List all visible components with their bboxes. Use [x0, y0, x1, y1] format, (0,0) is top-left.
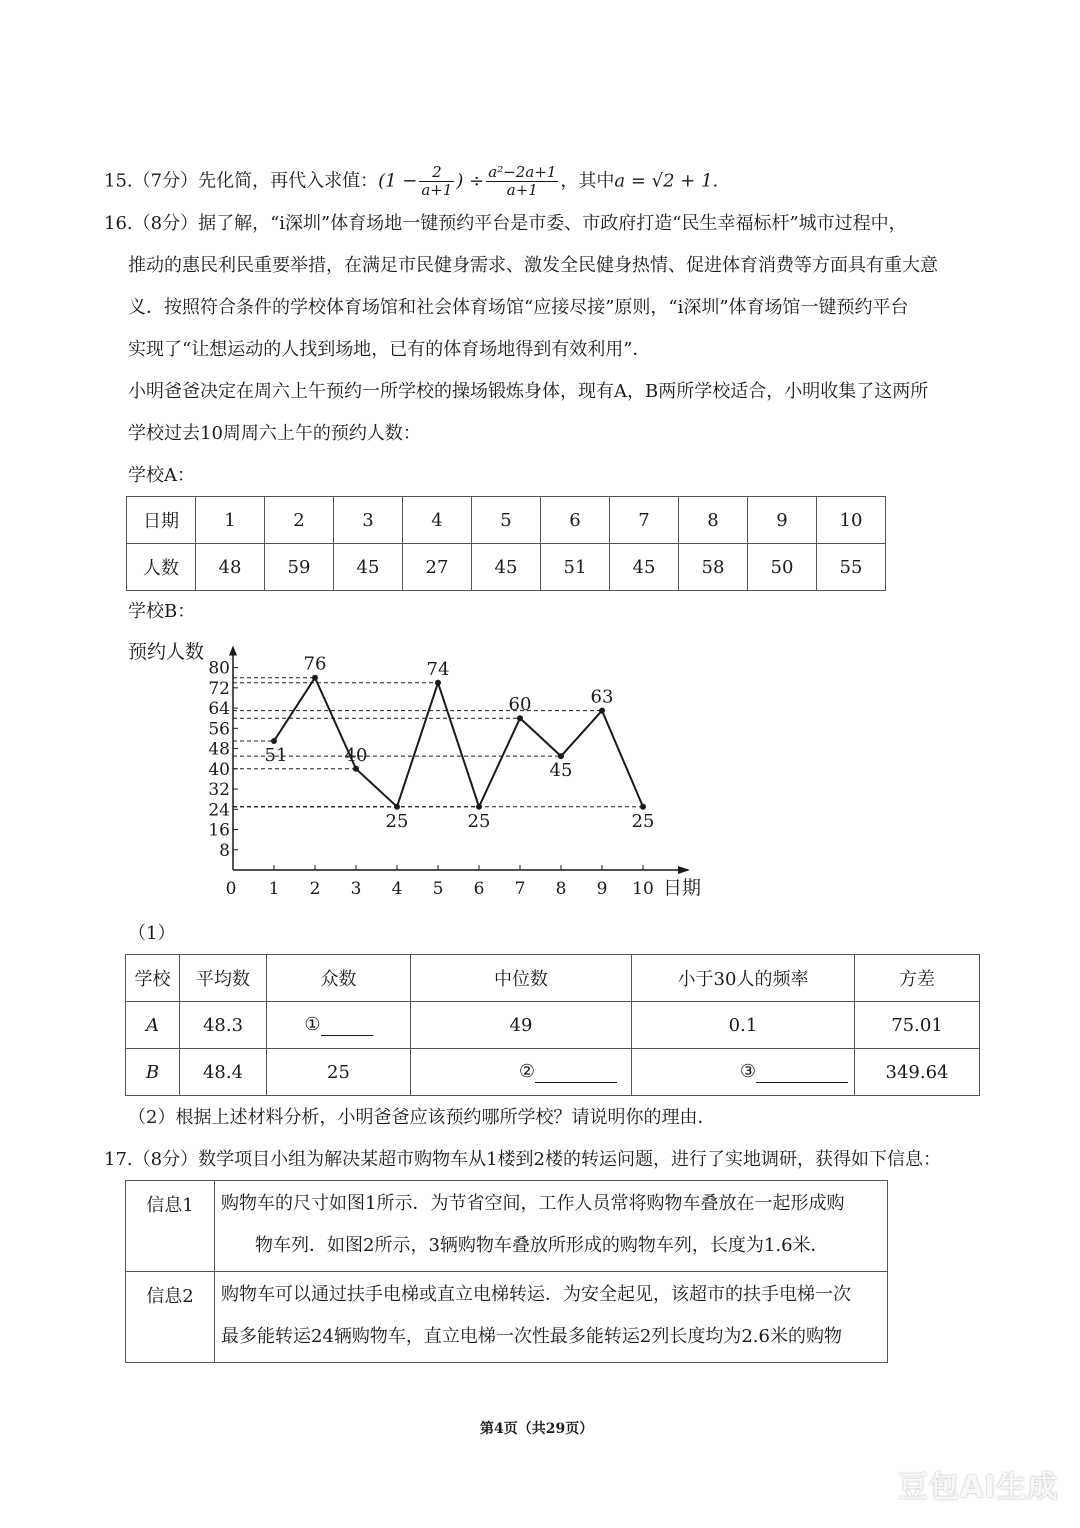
chart-x-tick-label: 1	[268, 879, 280, 899]
chart-data-point	[599, 708, 605, 714]
chart-data-label: 40	[344, 744, 368, 766]
page-footer: 第4页（共29页）	[480, 1421, 594, 1437]
q15-condition: a = √2 + 1.	[614, 170, 719, 192]
chart-data-label: 45	[549, 760, 573, 782]
table-a-date: 7	[610, 497, 679, 544]
stats-a-freq: 0.1	[632, 1002, 855, 1049]
q15-expr-suffix: ，其中	[560, 170, 615, 192]
q15-fraction-2	[486, 164, 558, 199]
stats-row-a	[126, 1002, 980, 1049]
table-a-count: 45	[610, 544, 679, 591]
chart-x-tick-label: 4	[391, 879, 403, 899]
stats-a-mode-cell	[267, 1002, 411, 1049]
table-a-date: 5	[472, 497, 541, 544]
table-a-count: 51	[541, 544, 610, 591]
chart-y-tick-label: 40	[208, 759, 230, 780]
q15-fraction-1	[419, 164, 454, 199]
table-a-count: 58	[679, 544, 748, 591]
table-a-count: 45	[472, 544, 541, 591]
chart-y-tick-label: 24	[208, 800, 230, 821]
q15-frac1-den: a+1	[421, 181, 453, 199]
table-a-date: 1	[196, 497, 265, 544]
info-2-line-2: 最多能转运24辆购物车，直立电梯一次性最多能转运2列长度均为2.6米的购物	[221, 1326, 842, 1347]
chart-data-point	[394, 804, 400, 810]
stats-header-freq: 小于30人的频率	[632, 955, 855, 1002]
chart-y-axis-arrow	[229, 645, 237, 655]
chart-x-tick-label: 8	[555, 879, 567, 899]
chart-x-tick-label: 0	[225, 879, 237, 899]
chart-data-point	[476, 804, 482, 810]
part1-label: （1）	[128, 923, 176, 944]
answer-blank-2[interactable]	[535, 1061, 617, 1083]
q16-line-3: 义．按照符合条件的学校体育场馆和社会体育场馆“应接尽接”原则，“i深圳”体育场馆一键预约平台	[128, 297, 909, 318]
chart-data-label: 60	[508, 694, 532, 716]
stats-a-median: 49	[411, 1002, 632, 1049]
chart-x-tick-label: 9	[596, 879, 608, 899]
table-a-count-row	[127, 544, 886, 591]
info-2-content	[215, 1272, 888, 1363]
chart-y-tick-label: 64	[208, 699, 230, 720]
stats-header-median: 中位数	[411, 955, 632, 1002]
stats-header-mean: 平均数	[180, 955, 267, 1002]
chart-data-point	[271, 738, 277, 744]
stats-header-school: 学校	[126, 955, 180, 1002]
stats-b-freq-cell	[632, 1049, 855, 1096]
table-a-date-row	[127, 497, 886, 544]
chart-y-axis-title: 预约人数	[128, 641, 205, 663]
chart-data-label: 63	[590, 686, 614, 708]
info-row-1	[126, 1181, 888, 1272]
info-1-line-1: 购物车的尺寸如图1所示．为节省空间，工作人员常将购物车叠放在一起形成购	[221, 1193, 845, 1214]
chart-y-tick-label: 80	[208, 658, 230, 679]
school-b-label: 学校B：	[128, 601, 196, 622]
info-1-line-2: 物车列．如图2所示，3辆购物车叠放所形成的购物车列，长度为1.6米．	[255, 1235, 829, 1256]
chart-x-tick-label: 3	[350, 879, 362, 899]
chart-series-line	[274, 678, 643, 807]
part2-text: （2）根据上述材料分析，小明爸爸应该预约哪所学校？请说明你的理由．	[128, 1107, 716, 1128]
table-a-count: 50	[748, 544, 817, 591]
chart-x-axis-arrow	[678, 866, 690, 874]
q15-expr-open: (1 −	[378, 170, 418, 192]
stats-b-school: B	[126, 1049, 180, 1096]
stats-b-freq-mark: ③	[739, 1061, 756, 1082]
chart-data-point	[558, 753, 564, 759]
stats-table	[125, 954, 980, 1096]
chart-x-tick-label: 2	[309, 879, 321, 899]
q15-expr-mid: ) ÷	[456, 170, 485, 192]
q16-line-6: 学校过去10周周六上午的预约人数：	[128, 423, 421, 444]
stats-b-variance: 349.64	[855, 1049, 980, 1096]
table-a-count: 27	[403, 544, 472, 591]
stats-row-b	[126, 1049, 980, 1096]
table-a-date: 10	[817, 497, 886, 544]
chart-x-axis-title: 日期	[663, 877, 702, 899]
stats-header-mode: 众数	[267, 955, 411, 1002]
chart-x-tick-label: 6	[473, 879, 485, 899]
q15-frac2-num: a²−2a+1	[488, 163, 557, 181]
table-a-header-count: 人数	[127, 544, 196, 591]
chart-data-label: 25	[631, 810, 655, 832]
table-a-date: 2	[265, 497, 334, 544]
q16-line-4: 实现了“让想运动的人找到场地，已有的体育场地得到有效利用”．	[128, 339, 651, 360]
table-a-count: 45	[334, 544, 403, 591]
chart-data-label: 76	[303, 653, 327, 675]
q17-info-table	[125, 1180, 888, 1363]
chart-x-tick-label: 10	[632, 879, 654, 899]
table-school-a	[126, 496, 886, 591]
chart-data-label: 51	[264, 744, 288, 766]
table-a-count: 48	[196, 544, 265, 591]
chart-y-tick-label: 48	[208, 739, 230, 760]
stats-header-variance: 方差	[855, 955, 980, 1002]
table-a-date: 8	[679, 497, 748, 544]
stats-b-mode: 25	[267, 1049, 411, 1096]
q15-line	[104, 164, 718, 198]
table-a-date: 3	[334, 497, 403, 544]
chart-data-point	[435, 680, 441, 686]
school-a-label: 学校A：	[128, 465, 195, 486]
q17-intro: 17.（8分）数学项目小组为解决某超市购物车从1楼到2楼的转运问题，进行了实地调研，获得如下信息：	[104, 1149, 941, 1170]
chart-x-tick-label: 7	[514, 879, 526, 899]
stats-a-school: A	[126, 1002, 180, 1049]
q16-line-2: 推动的惠民利民重要举措，在满足市民健身需求、激发全民健身热情、促进体育消费等方面具有重大意	[128, 255, 938, 276]
answer-blank-1[interactable]	[321, 1014, 373, 1036]
info-1-label: 信息1	[126, 1181, 215, 1272]
chart-data-point	[640, 804, 646, 810]
ai-watermark: 豆包AI生成	[898, 1470, 1059, 1505]
table-a-date: 6	[541, 497, 610, 544]
q15-prefix: 15.（7分）先化简，再代入求值：	[104, 170, 379, 192]
chart-data-point	[353, 766, 359, 772]
q16-line-5: 小明爸爸决定在周六上午预约一所学校的操场锻炼身体，现有A，B两所学校适合，小明收集了这两所	[128, 381, 929, 402]
info-2-line-1: 购物车可以通过扶手电梯或直立电梯转运．为安全起见，该超市的扶手电梯一次	[221, 1284, 851, 1305]
q16-line-1: 16.（8分）据了解，“i深圳”体育场地一键预约平台是市委、市政府打造“民生幸福标杆”城市过程中，	[104, 213, 907, 234]
school-b-line-chart	[0, 630, 760, 915]
table-a-date: 9	[748, 497, 817, 544]
info-2-label: 信息2	[126, 1272, 215, 1363]
stats-a-mode-mark: ①	[304, 1014, 321, 1035]
chart-y-tick-label: 32	[208, 780, 230, 801]
q15-frac1-num: 2	[419, 164, 454, 182]
chart-y-tick-label: 8	[219, 840, 230, 861]
chart-data-point	[312, 675, 318, 681]
chart-data-label: 25	[385, 810, 409, 832]
chart-data-point	[517, 715, 523, 721]
stats-header-row	[126, 955, 980, 1002]
chart-x-tick-label: 5	[432, 879, 444, 899]
stats-b-median-mark: ②	[518, 1061, 535, 1082]
q15-frac2-den: a+1	[506, 181, 538, 199]
stats-b-mean: 48.4	[180, 1049, 267, 1096]
stats-a-mean: 48.3	[180, 1002, 267, 1049]
table-a-count: 59	[265, 544, 334, 591]
chart-y-tick-label: 16	[208, 820, 230, 841]
info-1-content	[215, 1181, 888, 1272]
chart-data-label: 25	[467, 810, 491, 832]
chart-y-tick-label: 72	[208, 678, 230, 699]
answer-blank-3[interactable]	[756, 1061, 848, 1083]
chart-y-tick-label: 56	[208, 719, 230, 740]
table-a-header-date: 日期	[127, 497, 196, 544]
chart-data-label: 74	[426, 658, 450, 680]
info-row-2	[126, 1272, 888, 1363]
stats-a-variance: 75.01	[855, 1002, 980, 1049]
table-a-date: 4	[403, 497, 472, 544]
stats-b-median-cell	[411, 1049, 632, 1096]
table-a-count: 55	[817, 544, 886, 591]
